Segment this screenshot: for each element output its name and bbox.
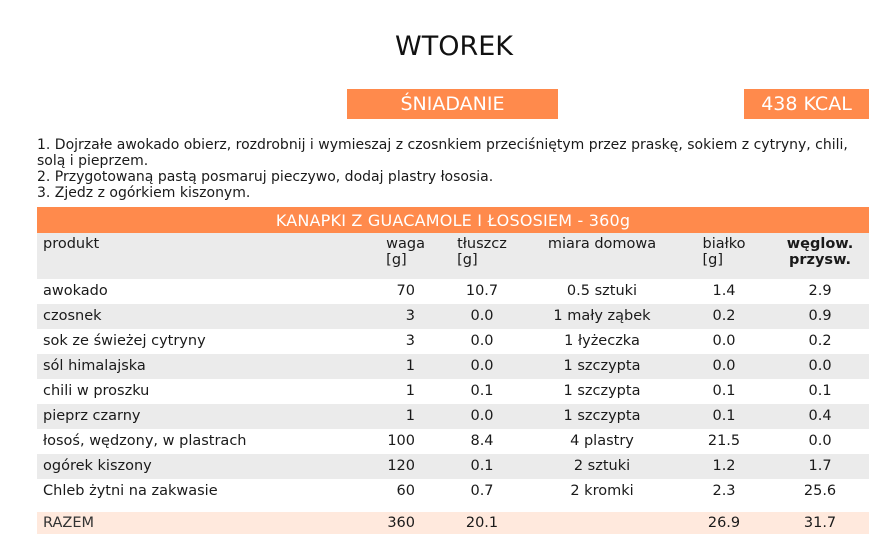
cell-carbs: 0.0 — [808, 433, 832, 449]
cell-fat: 0.1 — [470, 383, 494, 399]
cell-fat: 8.4 — [470, 433, 494, 449]
day-title: WTOREK — [395, 31, 513, 62]
cell-protein: 21.5 — [707, 433, 741, 449]
instruction-step: 1. Dojrzałe awokado obierz, rozdrobnij i wymieszaj z czosnkiem przeciśniętym przez praskę, sokiem z cytryny, chili, solą i pieprzem. — [37, 137, 848, 169]
header-fat-unit: [g] — [457, 252, 478, 268]
table-spacer — [37, 504, 869, 512]
header-weight — [315, 233, 437, 279]
table-row — [37, 479, 869, 504]
cell-protein: 0.2 — [677, 304, 771, 329]
cell-carbs: 0.1 — [808, 383, 832, 399]
cell-protein: 1.2 — [677, 454, 771, 479]
cell-measure: 1 mały ząbek — [527, 304, 677, 329]
cell-carbs: 1.7 — [771, 454, 869, 479]
table-row — [37, 379, 869, 404]
cell-fat: 10.7 — [465, 283, 499, 299]
table-row — [37, 454, 869, 479]
header-carbs — [771, 233, 869, 279]
cell-protein: 1.4 — [712, 283, 736, 299]
total-label: RAZEM — [37, 512, 315, 534]
cell-protein: 0.1 — [712, 383, 736, 399]
table-row — [37, 329, 869, 354]
total-measure — [527, 512, 677, 534]
instruction-step: 2. Przygotowaną pastą posmaruj pieczywo, dodaj plastry łososia. — [37, 169, 494, 185]
cell-weight: 3 — [315, 304, 437, 329]
recipe-title: KANAPKI Z GUACAMOLE I ŁOSOSIEM - 360g — [37, 207, 869, 233]
cell-fat: 0.0 — [437, 404, 527, 429]
header-fat-label: tłuszcz — [457, 236, 507, 252]
table-row — [37, 429, 869, 454]
header-protein-label: białko — [702, 236, 746, 252]
header-measure: miara domowa — [527, 233, 677, 279]
table-row — [37, 304, 869, 329]
cell-product: Chleb żytni na zakwasie — [43, 483, 218, 499]
cell-protein: 0.1 — [677, 404, 771, 429]
cell-product: ogórek kiszony — [37, 454, 315, 479]
cell-measure: 2 sztuki — [527, 454, 677, 479]
cell-measure: 0.5 sztuki — [566, 283, 638, 299]
cell-measure: 1 szczypta — [527, 404, 677, 429]
cell-weight: 100 — [387, 433, 415, 449]
cell-fat: 0.7 — [470, 483, 494, 499]
cell-carbs: 0.9 — [771, 304, 869, 329]
cell-product: sól himalajska — [37, 354, 315, 379]
header-weight-label: waga — [386, 236, 425, 252]
spacer-cell — [37, 504, 869, 512]
header-product: produkt — [37, 233, 315, 279]
cell-carbs: 25.6 — [803, 483, 837, 499]
header-protein — [677, 233, 771, 279]
cell-measure: 1 łyżeczka — [564, 333, 640, 349]
cell-fat: 0.1 — [437, 454, 527, 479]
table-row — [37, 279, 869, 304]
cell-product: pieprz czarny — [37, 404, 315, 429]
cell-weight: 1 — [315, 354, 437, 379]
total-carbs: 31.7 — [771, 512, 869, 534]
instructions — [37, 137, 857, 201]
header-weight-unit: [g] — [386, 252, 407, 268]
table-row — [37, 354, 869, 379]
cell-weight: 70 — [396, 283, 415, 299]
header-protein-unit: [g] — [702, 252, 724, 268]
cell-measure: 1 szczypta — [527, 354, 677, 379]
instruction-step: 3. Zjedz z ogórkiem kiszonym. — [37, 185, 251, 201]
cell-protein: 2.3 — [712, 483, 736, 499]
cell-weight: 1 — [405, 383, 415, 399]
cell-fat: 0.0 — [470, 333, 494, 349]
cell-carbs: 0.0 — [771, 354, 869, 379]
cell-weight: 3 — [405, 333, 415, 349]
total-weight: 360 — [315, 512, 437, 534]
table-header-row — [37, 233, 869, 279]
recipe-title-row — [37, 207, 869, 233]
total-row — [37, 512, 869, 534]
total-protein: 26.9 — [677, 512, 771, 534]
header-fat — [437, 233, 527, 279]
cell-fat: 0.0 — [437, 354, 527, 379]
cell-measure: 4 plastry — [570, 433, 634, 449]
meal-kcal-badge: 438 KCAL — [744, 89, 869, 119]
cell-carbs: 0.2 — [808, 333, 832, 349]
total-fat: 20.1 — [437, 512, 527, 534]
cell-product: łosoś, wędzony, w plastrach — [43, 433, 247, 449]
cell-product: chili w proszku — [43, 383, 150, 399]
cell-carbs: 2.9 — [808, 283, 832, 299]
cell-product: czosnek — [37, 304, 315, 329]
cell-weight: 1 — [315, 404, 437, 429]
cell-protein: 0.0 — [712, 333, 736, 349]
cell-measure: 2 kromki — [570, 483, 634, 499]
header-carbs-label: węglow. — [786, 236, 854, 252]
cell-carbs: 0.4 — [771, 404, 869, 429]
table-row — [37, 404, 869, 429]
cell-weight: 60 — [396, 483, 415, 499]
recipe-table — [37, 207, 869, 534]
cell-protein: 0.0 — [677, 354, 771, 379]
cell-product: sok ze świeżej cytryny — [43, 333, 206, 349]
cell-measure: 1 szczypta — [563, 383, 641, 399]
cell-fat: 0.0 — [437, 304, 527, 329]
cell-weight: 120 — [315, 454, 437, 479]
meal-name-badge: ŚNIADANIE — [347, 89, 558, 119]
cell-product: awokado — [43, 283, 108, 299]
header-carbs-sub: przysw. — [789, 252, 852, 268]
